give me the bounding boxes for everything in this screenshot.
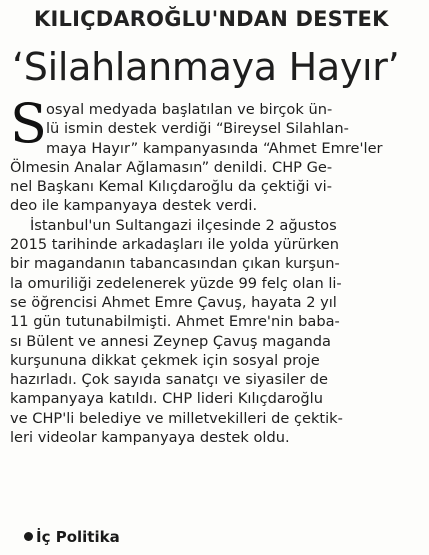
text-line: leri videolar kampanyaya destek oldu.	[10, 429, 290, 447]
bullet-icon	[24, 532, 33, 541]
main-headline: ‘Silahlanmaya Hayır’	[12, 45, 400, 89]
kicker-headline: KILIÇDAROĞLU'NDAN DESTEK	[34, 7, 389, 31]
text-line: osyal medyada başlatılan ve birçok ün-	[46, 101, 333, 118]
text-line: lü ismin destek verdiği “Bireysel Silahlan-	[46, 120, 349, 138]
text-line: la omuriliği zedelenerek yüzde 99 felç olan li-	[10, 274, 342, 292]
text-line: İstanbul'un Sultangazi ilçesinde 2 ağustos	[30, 216, 337, 234]
text-line: bir magandanın tabancasından çıkan kurşun-	[10, 255, 340, 273]
text-line: Ölmesin Analar Ağlamasın” denildi. CHP Ge-	[10, 158, 333, 176]
article-body	[10, 92, 422, 447]
text-line: kurşununa dikkat çekmek için sosyal proje	[10, 351, 320, 369]
text-line: deo ile kampanyaya destek verdi.	[10, 197, 258, 215]
text-line: 11 gün tutunabilmişti. Ahmet Emre'nin baba-	[10, 313, 340, 331]
text-line: nel Başkanı Kemal Kılıçdaroğlu da çektiği vi-	[10, 178, 333, 196]
paragraph-1	[10, 92, 422, 216]
text-line: se öğrencisi Ahmet Emre Çavuş, hayata 2 yıl	[10, 293, 337, 311]
section-label	[24, 527, 120, 547]
text-line: ve CHP'li belediye ve milletvekilleri de çektik-	[10, 409, 343, 427]
paragraph-2	[10, 216, 422, 448]
text-line: maya Hayır” kampanyasında “Ahmet Emre'ler	[46, 139, 383, 157]
text-line: kampanyaya katıldı. CHP lideri Kılıçdaroğlu	[10, 390, 323, 408]
section-label-text: İç Politika	[36, 528, 120, 546]
drop-cap: S	[10, 92, 47, 155]
text-line: sı Bülent ve annesi Zeynep Çavuş maganda	[10, 332, 331, 350]
text-line: 2015 tarihinde arkadaşları ile yolda yürürken	[10, 236, 340, 254]
text-line: hazırladı. Çok sayıda sanatçı ve siyasiler de	[10, 371, 329, 389]
